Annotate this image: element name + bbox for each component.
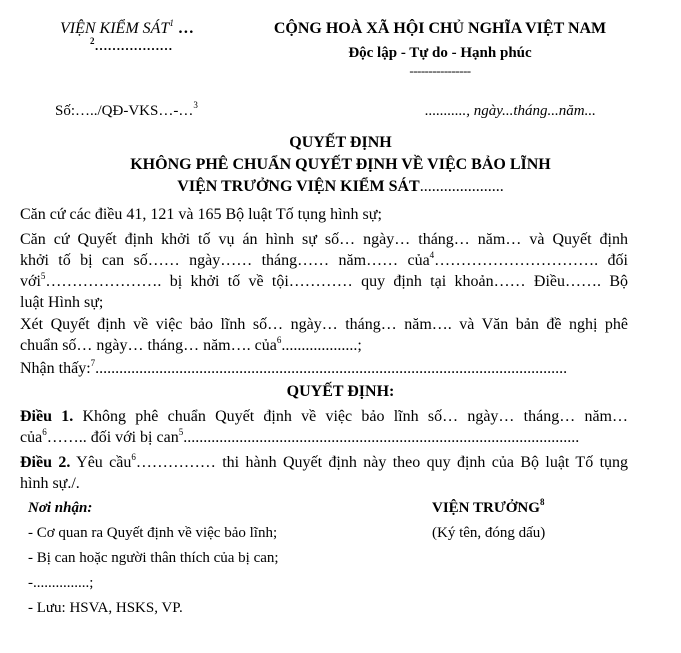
agency-dots: …: [177, 20, 194, 37]
footnote-ref: 6: [42, 427, 47, 437]
recipient-item: -...............;: [28, 575, 94, 591]
article2-line: [20, 452, 628, 473]
article1-line: [20, 406, 628, 427]
footnote-ref: 6: [131, 451, 136, 462]
article1-line: [20, 427, 628, 448]
signature-title: [432, 497, 545, 517]
sub-line-dots: ………………: [94, 38, 173, 53]
footnote-ref: 6: [276, 334, 282, 345]
country-name: CỘNG HOÀ XÃ HỘI CHỦ NGHĨA VIỆT NAM: [273, 20, 607, 37]
basis2-line: [20, 250, 628, 271]
legal-basis-1: [20, 204, 628, 225]
consideration-text: ...................;: [281, 337, 362, 354]
article2-text: Yêu cầu: [70, 454, 132, 471]
number-text: Số:…../QĐ-VKS…-…: [55, 103, 194, 119]
title-decision: QUYẾT ĐỊNH: [289, 134, 392, 151]
basis2-text: …………………………. đối: [434, 252, 628, 269]
article2-line: hình sự./.: [20, 475, 80, 492]
footnote-ref: 5: [40, 270, 46, 281]
article2-label: Điều 2.: [20, 454, 71, 471]
authority-dots: .....................: [419, 178, 504, 195]
article1-text: …….. đối với bị can: [46, 429, 179, 446]
findings-label: Nhận thấy:: [20, 360, 91, 377]
motto: Độc lập - Tự do - Hạnh phúc: [348, 45, 532, 61]
recipient-item: - Lưu: HSVA, HSKS, VP.: [28, 600, 183, 616]
decision-heading: QUYẾT ĐỊNH:: [286, 383, 395, 400]
findings-dots: ......................................................................................................................: [95, 360, 568, 377]
basis2-line: Căn cứ Quyết định khởi tố vụ án hình sự số… ngày… tháng… năm… và Quyết định: [20, 231, 628, 248]
article1-label: Điều 1.: [20, 408, 74, 425]
footnote-ref: 5: [178, 427, 184, 437]
basis-text: Căn cứ các điều 41, 121 và 165 Bộ luật Tố tụng hình sự;: [20, 206, 382, 223]
findings: [20, 358, 628, 379]
agency-label: VIỆN KIỂM SÁT: [60, 20, 170, 37]
agency-sub-line: [90, 35, 173, 54]
article1-dots: ...................................................................................................: [183, 429, 580, 446]
legal-basis-2: [20, 229, 628, 313]
article-2: [20, 452, 628, 494]
footnote-ref: 4: [429, 249, 435, 260]
signature-title-text: VIỆN TRƯỞNG: [432, 500, 540, 516]
footnote-ref: 2: [90, 35, 95, 46]
footnote-ref: 3: [193, 100, 198, 110]
basis2-line: luật Hình sự;: [20, 294, 104, 311]
basis2-line: [20, 271, 628, 292]
consideration-line: Xét Quyết định về việc bảo lĩnh số… ngày… tháng… năm…. và Văn bản đề nghị phê: [20, 316, 628, 333]
basis2-text: với: [20, 273, 41, 290]
title-authority: [0, 178, 681, 196]
agency-name: [60, 17, 194, 38]
authority-text: VIỆN TRƯỞNG VIỆN KIỂM SÁT: [177, 178, 420, 195]
motto-rule: ----------------: [409, 63, 471, 78]
basis2-text: khởi tố bị can số…… ngày…… tháng…… năm…… của: [20, 252, 430, 269]
basis2-text: …………………. bị khởi tố về tội………… quy định tại khoản…… Điều……. Bộ: [45, 273, 628, 290]
recipient-item: - Cơ quan ra Quyết định về việc bảo lĩnh;: [28, 525, 278, 541]
article2-text: …………… thi hành Quyết định này theo quy định của Bộ luật Tố tụng: [135, 454, 629, 471]
decision-number: [55, 100, 198, 120]
footnote-ref: 7: [90, 358, 96, 368]
title-subject: KHÔNG PHÊ CHUẨN QUYẾT ĐỊNH VỀ VIỆC BẢO LĨNH: [130, 156, 551, 173]
consideration-text: chuẩn số… ngày… tháng… năm…. của: [20, 337, 277, 354]
signature-instruction: (Ký tên, đóng dấu): [432, 525, 546, 541]
consideration-line: [20, 335, 628, 356]
recipients-heading: Nơi nhận:: [28, 500, 93, 516]
article1-text: Không phê chuẩn Quyết định về việc bảo lĩnh số… ngày… tháng… năm…: [73, 408, 628, 425]
article-1: [20, 406, 628, 448]
footnote-ref: 8: [539, 497, 545, 507]
article1-text: của: [20, 429, 43, 446]
date-line: ..........., ngày...tháng...năm...: [425, 103, 596, 119]
recipient-item: - Bị can hoặc người thân thích của bị can;: [28, 550, 279, 566]
consideration: [20, 314, 628, 356]
footnote-ref: 1: [169, 17, 174, 28]
